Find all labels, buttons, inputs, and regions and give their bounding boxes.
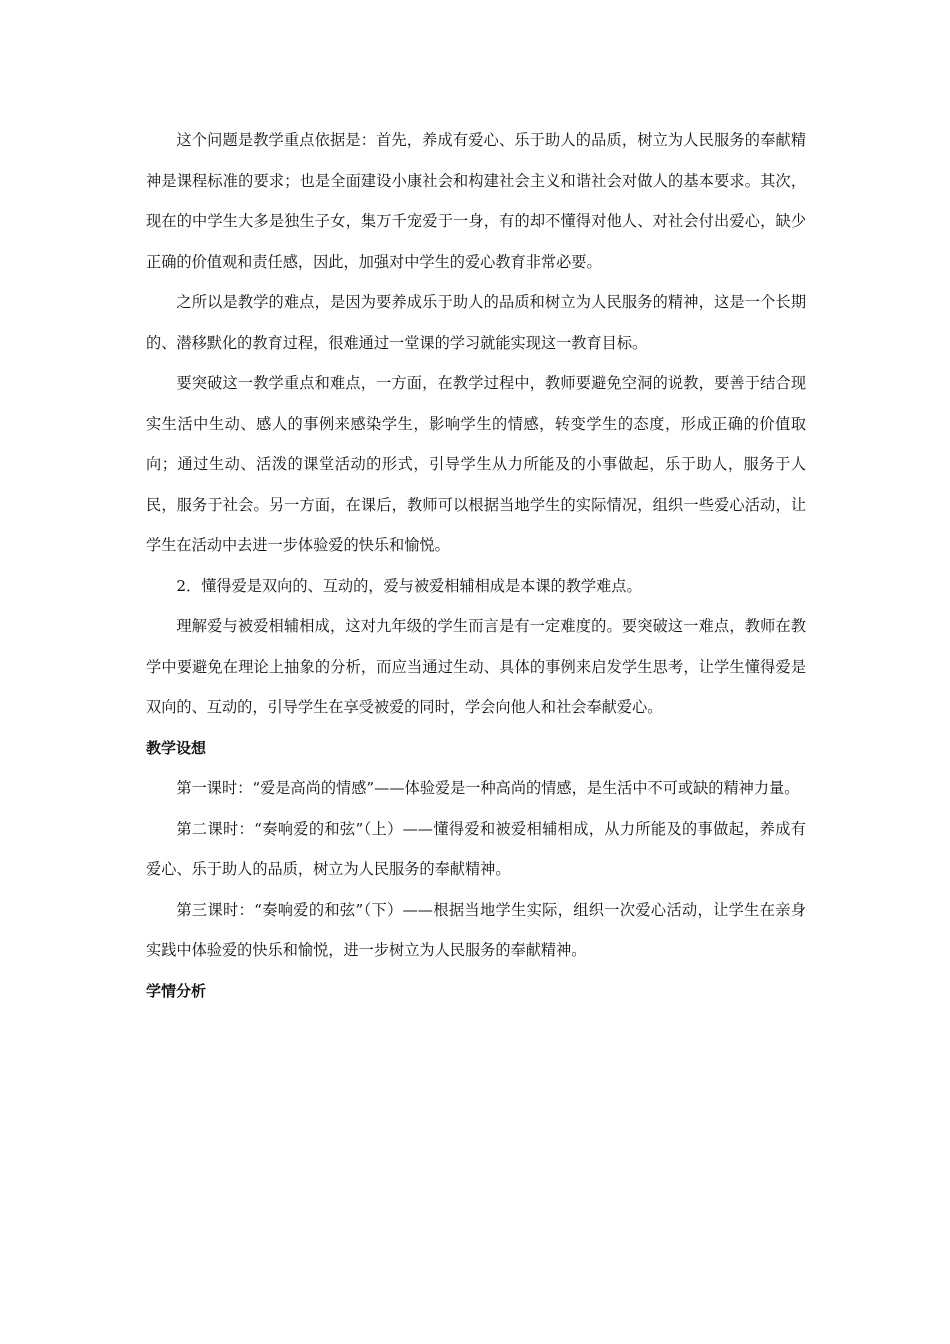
paragraph-breakthrough-method: 要突破这一教学重点和难点，一方面，在教学过程中，教师要避免空洞的说教，要善于结合现实生活中生动、感人的事例来感染学生，影响学生的情感，转变学生的态度，形成正确的价值取向；通过生动、活泼的课堂活动的形式，引导学生从力所能及的小事做起，乐于助人，服务于人民，服务于社会。另一方面，在课后，教师可以根据当地学生的实际情况，组织一些爱心活动，让学生在活动中去进一步体验爱的快乐和愉悦。 — [146, 374, 806, 554]
heading-teaching-design: 教学设想 — [146, 738, 207, 757]
paragraph-difficulty-two: 2．懂得爱是双向的、互动的，爱与被爱相辅相成是本课的教学难点。 — [176, 576, 642, 595]
paragraph-key-point-basis: 这个问题是教学重点依据是：首先，养成有爱心、乐于助人的品质，树立为人民服务的奉献精神是课程标准的要求；也是全面建设小康社会和构建社会主义和谐社会对做人的基本要求。其次，现在的中学生大多是独生子女，集万千宠爱于一身，有的却不懂得对他人、对社会付出爱心，缺少正确的价值观和责任感，因此，加强对中学生的爱心教育非常必要。 — [146, 131, 806, 271]
paragraph-lesson-one: 第一课时：“爱是高尚的情感”——体验爱是一种高尚的情感，是生活中不可或缺的精神力量。 — [176, 779, 800, 797]
paragraph-mutual-love: 理解爱与被爱相辅相成，这对九年级的学生而言是有一定难度的。要突破这一难点，教师在教学中要避免在理论上抽象的分析，而应当通过生动、具体的事例来启发学生思考，让学生懂得爱是双向的、互动的，引导学生在享受被爱的同时，学会向他人和社会奉献爱心。 — [146, 617, 806, 716]
paragraph-lesson-two: 第二课时：“奏响爱的和弦”（上）——懂得爱和被爱相辅相成，从力所能及的事做起，养成有爱心、乐于助人的品质，树立为人民服务的奉献精神。 — [146, 819, 806, 878]
heading-student-analysis: 学情分析 — [146, 981, 207, 1000]
paragraph-difficulty-reason: 之所以是教学的难点，是因为要养成乐于助人的品质和树立为人民服务的精神，这是一个长期的、潜移默化的教育过程，很难通过一堂课的学习就能实现这一教育目标。 — [146, 293, 806, 352]
document-page — [146, 120, 806, 1011]
paragraph-lesson-three: 第三课时：“奏响爱的和弦”（下）——根据当地学生实际，组织一次爱心活动，让学生在亲身实践中体验爱的快乐和愉悦，进一步树立为人民服务的奉献精神。 — [146, 900, 806, 959]
